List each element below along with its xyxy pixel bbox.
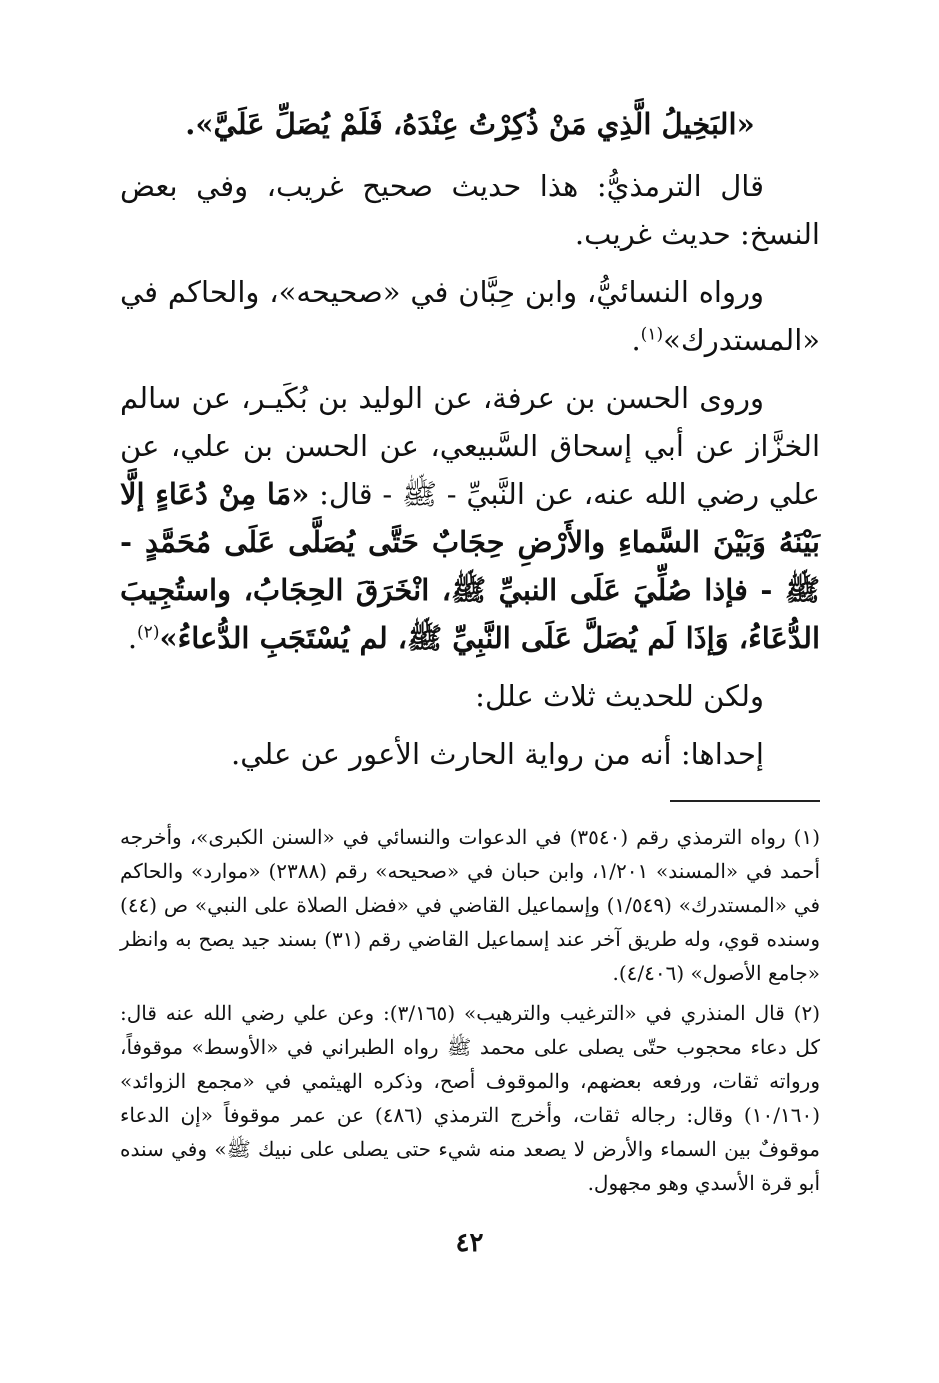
paragraph-nasai-text: ورواه النسائيُّ، وابن حِبَّان في «صحيحه»، والحاكم في «المستدرك» <box>120 275 820 357</box>
footnote-number: (٢) <box>793 1001 820 1025</box>
paragraph-hasan-end: . <box>127 621 138 655</box>
isnad-text: وروى الحسن بن عرفة، عن الوليد بن بُكَيـر، عن سالم الخزَّاز عن أبي إسحاق السَّبيعي، عن الحسن بن علي، عن علي رضي الله عنه، عن النَّبيِّ - ﷺ - قال: <box>120 381 820 511</box>
paragraph-hasan-ibn-arafa <box>120 374 820 662</box>
footnote-separator-wrap <box>120 800 820 802</box>
page-body <box>120 100 820 1206</box>
footnote-separator <box>670 800 820 802</box>
paragraph-nasai <box>120 268 820 364</box>
hadith-opening: «البَخِيلُ الَّذِي مَنْ ذُكِرْتُ عِنْدَهُ، فَلَمْ يُصَلِّ عَلَيَّ». <box>185 107 755 141</box>
footnote-2 <box>120 996 820 1200</box>
page-number: ٤٢ <box>455 1228 484 1258</box>
footnote-text: قال المنذري في «الترغيب والترهيب» (٣/١٦٥): وعن علي رضي الله عنه قال: كل دعاء محجوب حتّى يصلى على محمد ﷺ رواه الطبراني في «الأوسط» موقوفاً، ورواته ثقات، ورفعه بعضهم، والموقوف أصح، وذكره الهيثمي في «مجمع الزوائد» (١٠/١٦٠) وقال: رجاله ثقات، وأخرج الترمذي (٤٨٦) عن عمر موقوفاً «إن الدعاء موقوفٌ بين السماء والأرض لا يصعد منه شيء حتى يصلى على نبيك ﷺ» وفي سنده أبو قرة الأسدي وهو مجهول. <box>120 1001 820 1195</box>
footnote-text: رواه الترمذي رقم (٣٥٤٠) في الدعوات والنسائي في «السنن الكبرى»، وأخرجه أحمد في «المسند» ١/٢٠١، وابن حبان في «صحيحه» رقم (٢٣٨٨) «موارد» والحاكم في «المستدرك» (١/٥٤٩) وإسماعيل القاضي في «فضل الصلاة على النبي» ص (٤٤) وسنده قوي، وله طريق آخر عند إسماعيل القاضي رقم (٣١) بسند جيد يصح به وانظر «جامع الأصول» (٤/٤٠٦). <box>120 825 820 985</box>
paragraph-tirmidhi: قال الترمذيُّ: هذا حديث صحيح غريب، وفي بعض النسخ: حديث غريب. <box>120 169 820 251</box>
paragraph-first-illa: إحداها: أنه من رواية الحارث الأعور عن علي. <box>231 737 764 771</box>
hadith-text: «مَا مِنْ دُعَاءٍ إلَّا بَيْنَهُ وَبَيْنَ السَّماءِ والأَرْضِ حِجَابٌ حَتَّى يُصَلَّى عَلَى مُحَمَّدٍ - ﷺ - فإذا صُلِّيَ عَلَى النبيِّ ﷺ، انْخَرَقَ الحِجَابُ، واستُجِيبَ الدُّعَاءُ، وَإذَا لَم يُصَلَّ عَلَى النَّبِيِّ ﷺ، لم يُسْتَجَبِ الدُّعاءُ» <box>120 477 820 655</box>
footnote-ref-1[interactable]: (١) <box>640 324 664 345</box>
paragraph-ilal-intro: ولكن للحديث ثلاث علل: <box>475 679 764 713</box>
footnotes <box>120 820 820 1200</box>
footnote-ref-2[interactable]: (٢) <box>137 622 160 643</box>
footnote-number: (١) <box>793 825 820 849</box>
paragraph-nasai-end: . <box>631 323 641 357</box>
footnote-1 <box>120 820 820 990</box>
main-text <box>120 100 820 778</box>
